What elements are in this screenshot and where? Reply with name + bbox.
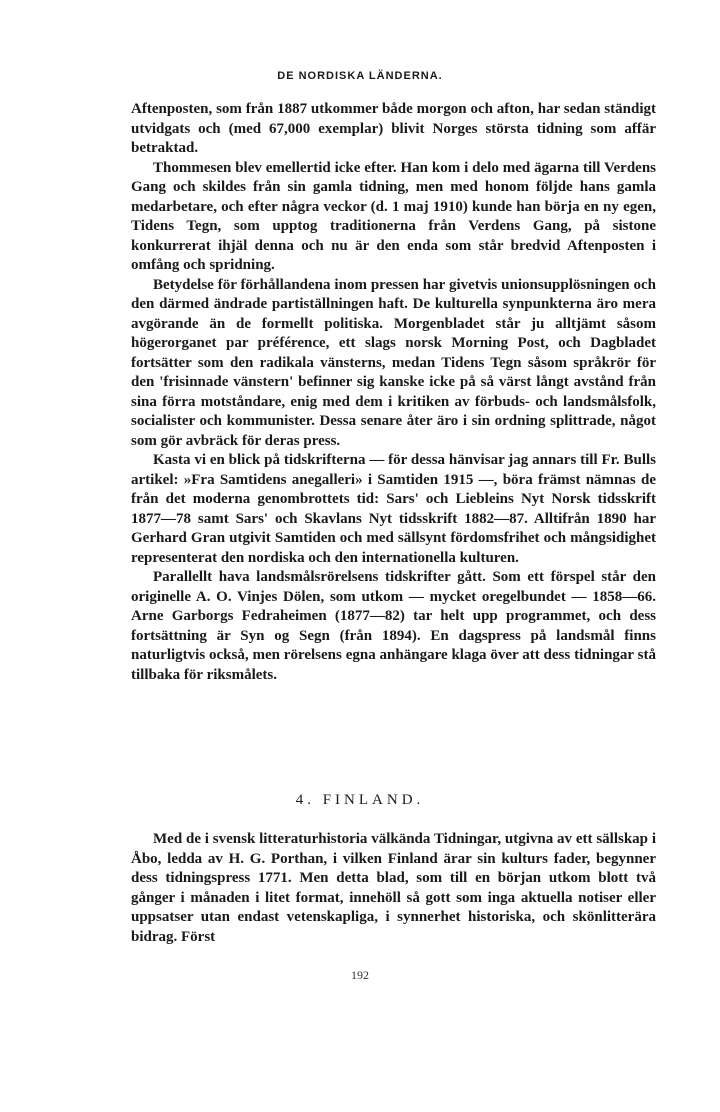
paragraph-finland: Med de i svensk litteraturhistoria välkända Tidningar, utgivna av ett sällskap i Åbo, ledda av H. G. Porthan, i vilken Finland ärar sin kulturs fader, begynner dess tidningspress 1771. Men detta blad, som till en början utkom blott två gånger i månaden i litet format, innehöll så gott som inga aktuella notiser eller uppsatser utan endast vetenskapliga, i synnerhet historiska, och skönlitterära bidrag. Först — [131, 831, 656, 945]
paragraph-tidskrifterna: Kasta vi en blick på tidskrifterna — för dessa hänvisar jag annars till Fr. Bulls artikel: »Fra Samtidens anegalleri» i Samtiden 1915 —, böra främst nämnas de från det moderna genombrottets tid: Sars' och Liebleins Nyt Norsk tidsskrift 1877—78 samt Sars' och Skavlans Nyt tidsskrift 1882—87. Alltifrån 1890 har Gerhard Gran utgivit Samtiden och med sällsynt fördomsfrihet och mångsidighet representerat den nordiska och den internationella kulturen. — [131, 452, 656, 566]
section-heading: 4. FINLAND. — [295, 792, 425, 808]
running-head: DE NORDISKA LÄNDERNA. — [277, 70, 443, 82]
paragraph-landsmal: Parallellt hava landsmålsrörelsens tidskrifter gått. Som ett förspel står den originelle A. O. Vinjes Dölen, som utkom — mycket oregelbundet — 1858—66. Arne Garborgs Fedraheimen (1877—82) tar helt upp programmet, och dess fortsättning är Syn og Segn (från 1894). En dagspress på landsmål finns naturligtvis också, men rörelsens egna anhängare klaga över att dess tidningar stå tillbaka för riksmålets. — [131, 569, 656, 683]
paragraph-thommesen: Thommesen blev emellertid icke efter. Han kom i delo med ägarna till Verdens Gang och skildes från sin gamla tidning, men med honom följde hans gamla medarbetare, och efter några veckor (d. 1 maj 1910) kunde han börja en ny egen, Tidens Tegn, som upptog traditionerna från Verdens Gang, på sistone konkurrerat ihjäl denna och nu är den enda som står bredvid Aftenposten i omfång och spridning. — [131, 159, 656, 273]
section-text — [131, 830, 656, 947]
paragraph-aftenposten: Aftenposten, som från 1887 utkommer både morgon och afton, har sedan ständigt utvidgats och (med 67,000 exemplar) blivit Norges största tidning som affär betraktad. — [131, 101, 656, 156]
paragraph-betydelse: Betydelse för förhållandena inom pressen har givetvis unionsupplösningen och den därmed ändrade partiställningen haft. De kulturella synpunkterna äro mera avgörande än de formellt politiska. Morgenbladet står ju alltjämt såsom högerorganet par préférence, ett slags norsk Morning Post, och Dagbladet fortsätter som den radikala vänsterns, medan Tidens Tegn såsom språkrör för den 'frisinnade vänstern' befinner sig kanske icke på så värst långt avstånd från sina förra motståndare, enig med dem i kritiken av förbuds- och landsmålsfolk, socialister och kommunister. Dessa senare åter äro i sin ordning splittrade, något som gör avbräck för deras press. — [131, 276, 656, 449]
main-text — [131, 100, 656, 685]
page-number: 192 — [351, 968, 369, 982]
